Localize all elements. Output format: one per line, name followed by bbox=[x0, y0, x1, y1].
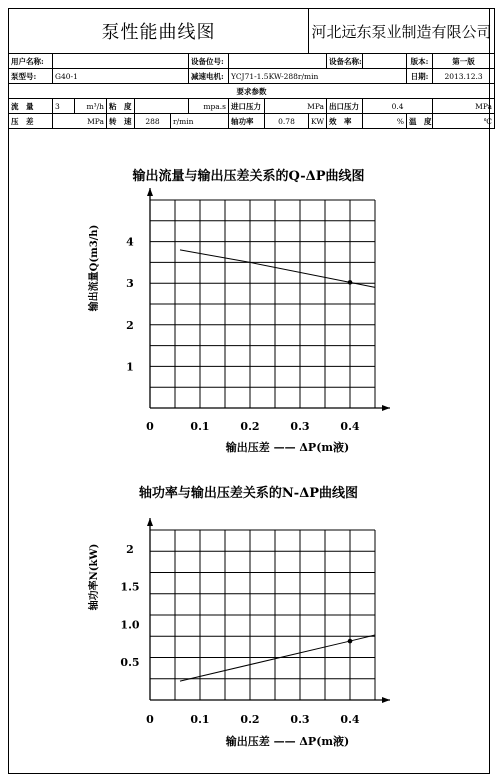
y-axis-label: 输出流量Q(m3/h) bbox=[89, 224, 100, 312]
date-value: 2013.12.3 bbox=[433, 69, 495, 84]
outlet-label: 出口压力 bbox=[327, 99, 363, 114]
x-tick-label: 0.4 bbox=[340, 420, 360, 433]
viscosity-unit: mpa.s bbox=[189, 99, 229, 114]
x-tick-label: 0.2 bbox=[240, 420, 260, 433]
power-unit: KW bbox=[309, 114, 327, 129]
y-tick-label: 1 bbox=[126, 360, 134, 374]
speed-unit: r/min bbox=[171, 114, 229, 129]
temp-unit: ℃ bbox=[433, 114, 495, 129]
flow-value: 3 bbox=[53, 99, 75, 114]
viscosity-label: 粘 度 bbox=[107, 99, 135, 114]
y-tick-label: 2 bbox=[126, 318, 134, 332]
series-line bbox=[180, 635, 375, 681]
power-value: 0.78 bbox=[265, 114, 309, 129]
inlet-label: 进口压力 bbox=[229, 99, 265, 114]
speed-label: 转 速 bbox=[107, 114, 135, 129]
eff-unit: % bbox=[363, 114, 407, 129]
eff-label: 效 率 bbox=[327, 114, 363, 129]
x-tick-label: 0.1 bbox=[190, 713, 210, 726]
x-axis-arrow bbox=[382, 697, 390, 703]
y-tick-label: 3 bbox=[126, 277, 134, 291]
data-point bbox=[348, 639, 353, 644]
date-label: 日期: bbox=[407, 69, 433, 84]
y-tick-label: 4 bbox=[126, 235, 134, 249]
motor-label: 减速电机: bbox=[189, 69, 229, 84]
flow-label: 流 量 bbox=[9, 99, 53, 114]
x-tick-label: 0 bbox=[146, 713, 154, 726]
temp-label: 温 度 bbox=[407, 114, 433, 129]
device-pos-label: 设备位号: bbox=[189, 54, 229, 69]
y-tick-label: 1.0 bbox=[120, 618, 140, 632]
pump-label: 泵型号: bbox=[9, 69, 53, 84]
y-tick-label: 0.5 bbox=[120, 656, 140, 670]
requirements-heading: 要求参数 bbox=[9, 84, 495, 99]
speed-value: 288 bbox=[135, 114, 171, 129]
outlet-value: 0.4 bbox=[363, 99, 433, 114]
user-label: 用户名称: bbox=[9, 54, 53, 69]
x-axis-label: 输出压差 —— ΔP(m液) bbox=[225, 441, 350, 454]
x-tick-label: 0.4 bbox=[340, 713, 360, 726]
chart2-title: 轴功率与输出压差关系的N-ΔP曲线图 bbox=[138, 486, 359, 501]
outlet-unit: MPa bbox=[433, 99, 495, 114]
x-tick-label: 0.3 bbox=[290, 713, 310, 726]
pdiff-label: 压 差 bbox=[9, 114, 53, 129]
flow-unit: m³/h bbox=[75, 99, 107, 114]
y-tick-label: 2 bbox=[126, 542, 134, 556]
chart1-title: 输出流量与输出压差关系的Q-ΔP曲线图 bbox=[132, 169, 365, 184]
y-tick-label: 1.5 bbox=[120, 580, 140, 594]
pdiff-unit: MPa bbox=[53, 114, 107, 129]
motor-value: YCJ71-1.5KW-288r/min bbox=[229, 69, 407, 84]
version-label: 版本: bbox=[407, 54, 433, 69]
x-tick-label: 0.1 bbox=[190, 420, 210, 433]
page-title: 泵性能曲线图 bbox=[9, 9, 309, 54]
y-axis-label: 轴功率N(kW) bbox=[89, 543, 100, 611]
x-tick-label: 0 bbox=[146, 420, 154, 433]
device-name-label: 设备名称: bbox=[327, 54, 363, 69]
y-axis-arrow bbox=[147, 518, 153, 526]
x-tick-label: 0.3 bbox=[290, 420, 310, 433]
x-axis-label: 输出压差 —— ΔP(m液) bbox=[225, 735, 350, 748]
inlet-unit: MPa bbox=[265, 99, 327, 114]
pump-value: G40-1 bbox=[53, 69, 189, 84]
version-value: 第一版 bbox=[433, 54, 495, 69]
company-name: 河北远东泵业制造有限公司 bbox=[309, 9, 495, 54]
x-tick-label: 0.2 bbox=[240, 713, 260, 726]
power-label: 轴功率 bbox=[229, 114, 265, 129]
